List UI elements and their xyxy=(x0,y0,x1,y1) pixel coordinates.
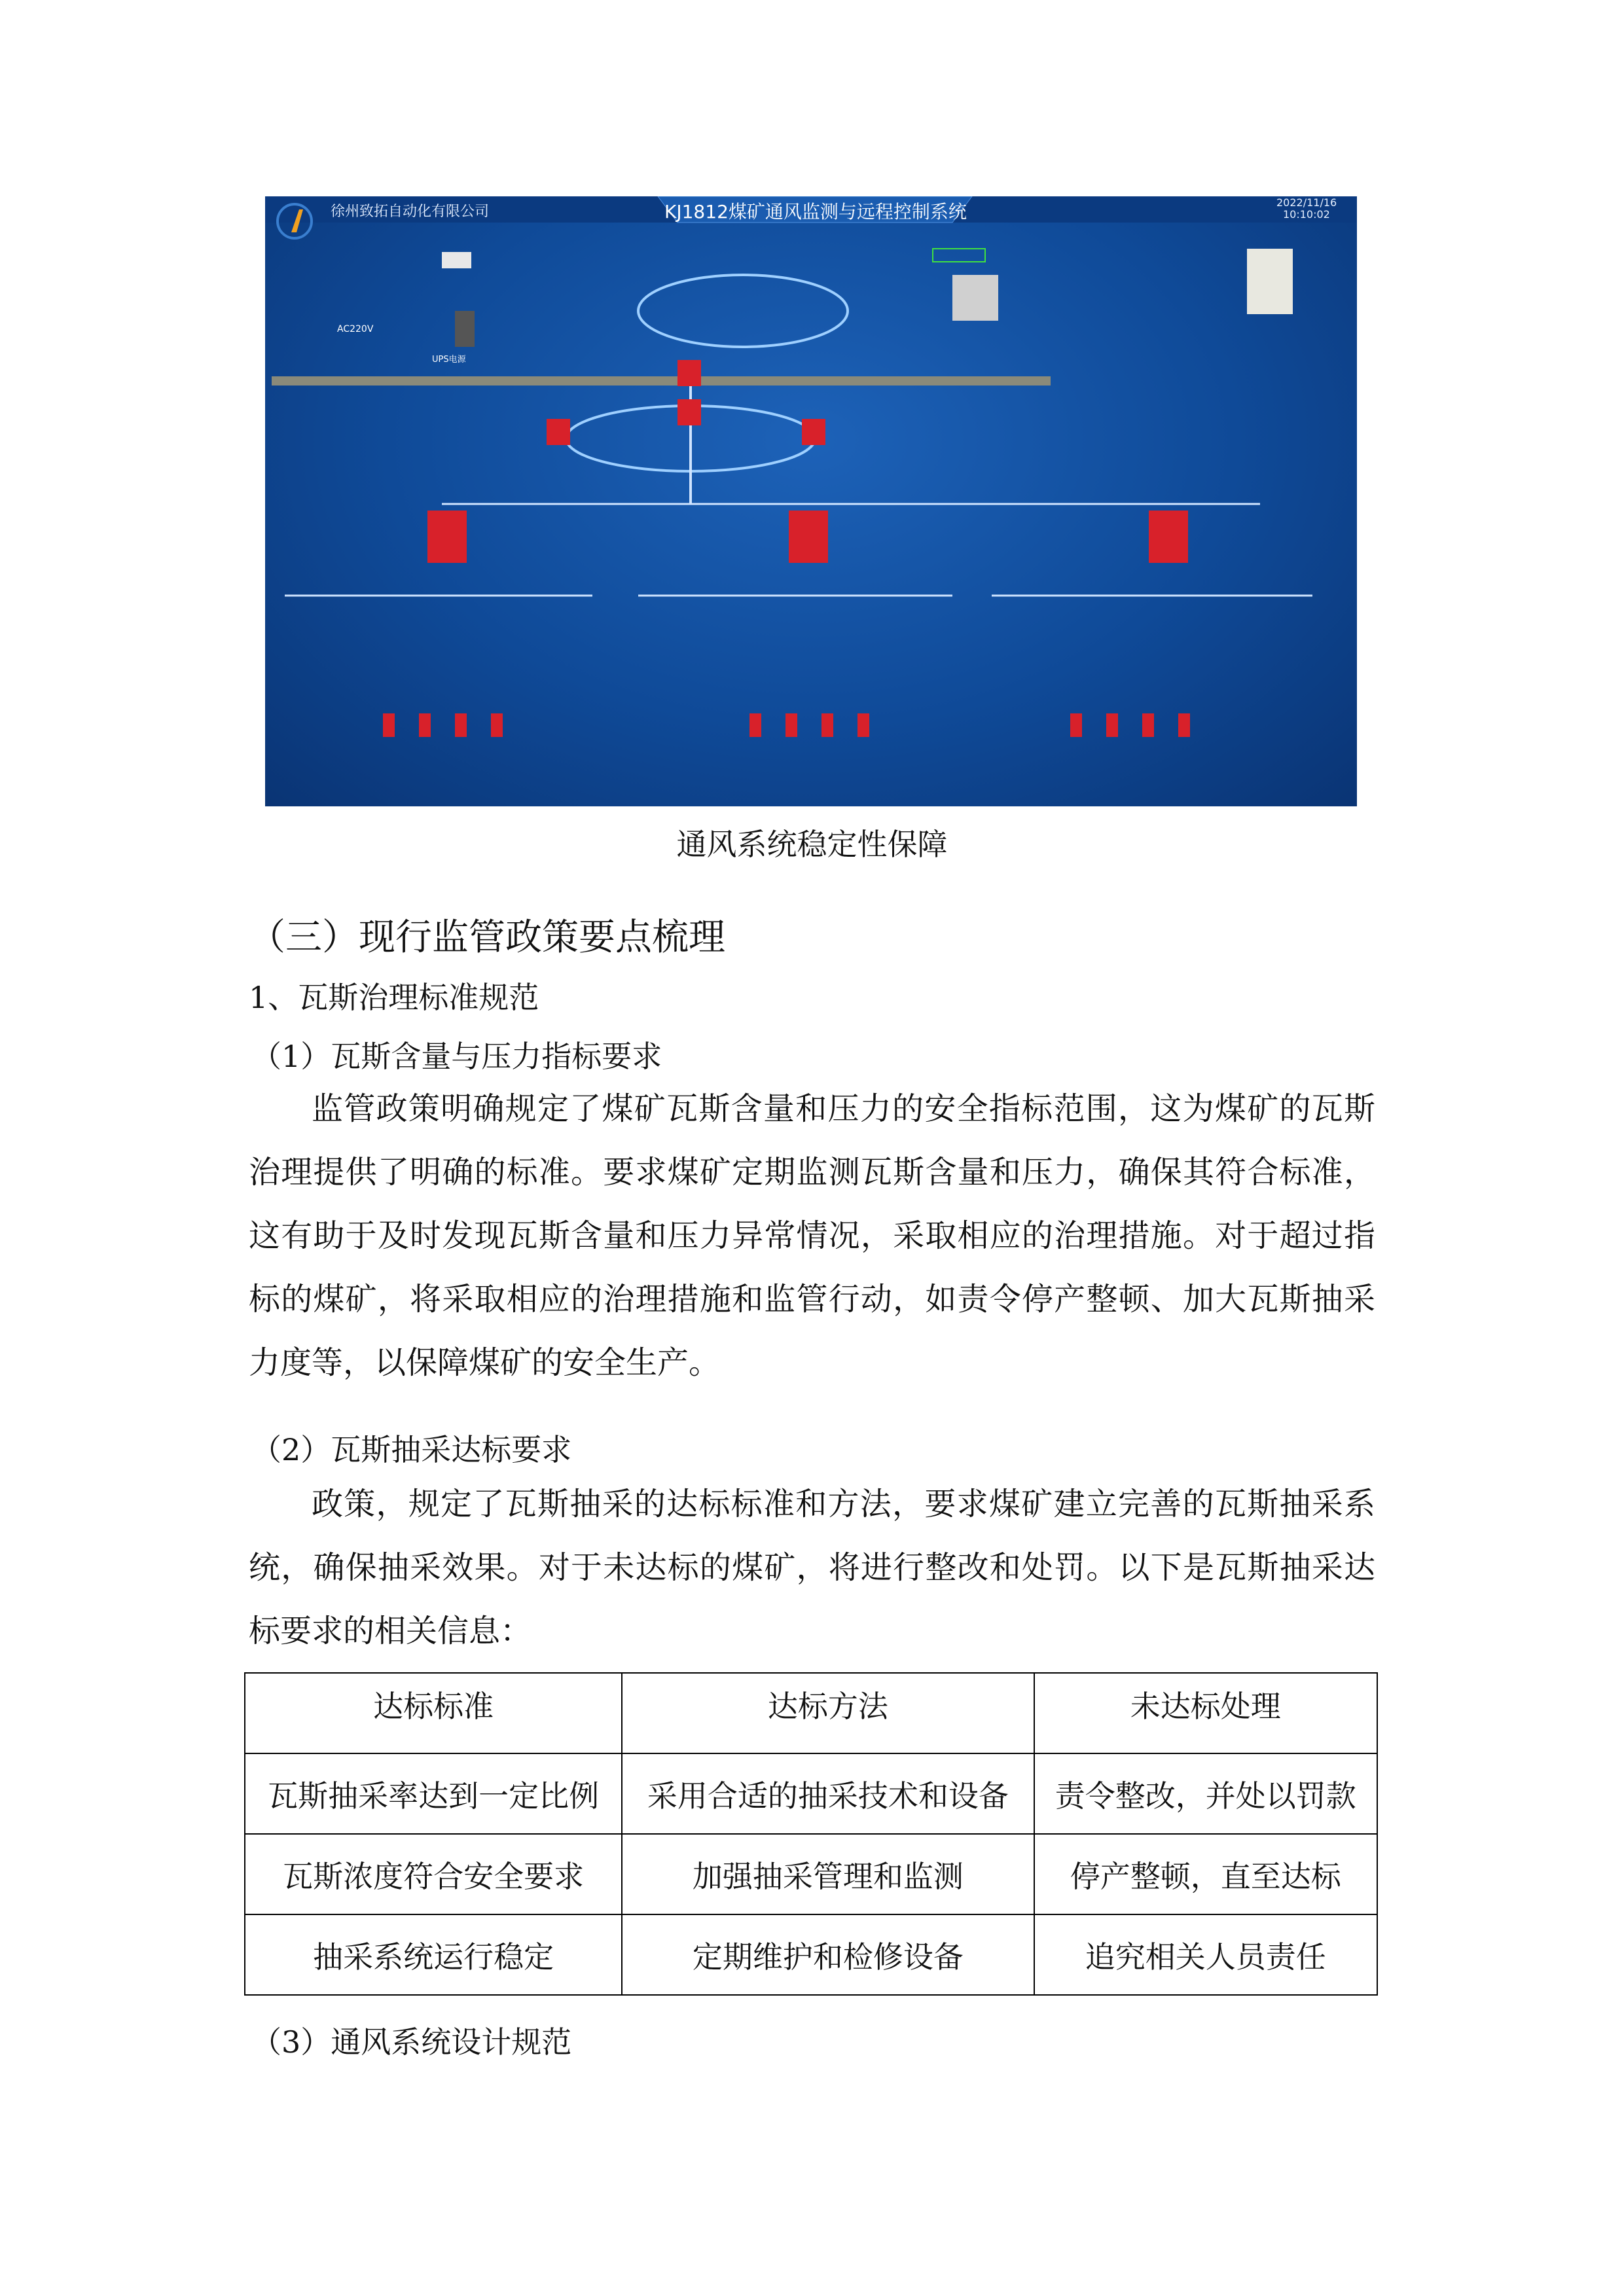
ups-label: UPS电源 xyxy=(432,355,466,365)
table-header-row xyxy=(245,1673,1377,1753)
gas-extraction-standards-table xyxy=(244,1672,1378,1996)
table-cell: 责令整改，并处以罚款 xyxy=(1034,1753,1377,1834)
network-diagram-graphic xyxy=(265,196,1357,806)
table-cell: 加强抽采管理和监测 xyxy=(622,1834,1034,1914)
table-cell: 定期维护和检修设备 xyxy=(622,1914,1034,1995)
item-2-heading: （2）瓦斯抽采达标要求 xyxy=(251,1432,572,1467)
table-cell: 瓦斯抽采率达到一定比例 xyxy=(245,1753,622,1834)
table-cell: 采用合适的抽采技术和设备 xyxy=(622,1753,1034,1834)
table-header: 达标方法 xyxy=(622,1673,1034,1753)
table-cell: 抽采系统运行稳定 xyxy=(245,1914,622,1995)
table-header: 未达标处理 xyxy=(1034,1673,1377,1753)
table-row xyxy=(245,1753,1377,1834)
table-cell: 停产整顿，直至达标 xyxy=(1034,1834,1377,1914)
table-header: 达标标准 xyxy=(245,1673,622,1753)
subsection-heading: 1、瓦斯治理标准规范 xyxy=(249,980,539,1015)
diagram-time: 10:10:02 xyxy=(1283,208,1330,221)
item-1-heading: （1）瓦斯含量与压力指标要求 xyxy=(251,1039,662,1074)
item-3-heading: （3）通风系统设计规范 xyxy=(251,2024,572,2060)
item-2-paragraph: 政策，规定了瓦斯抽采的达标标准和方法，要求煤矿建立完善的瓦斯抽采系统，确保抽采效果。对于未达标的煤矿，将进行整改和处罚。以下是瓦斯抽采达标要求的相关信息： xyxy=(249,1486,1375,1649)
table-cell: 追究相关人员责任 xyxy=(1034,1914,1377,1995)
figure-caption: 通风系统稳定性保障 xyxy=(676,827,948,862)
diagram-title: KJ1812煤矿通风监测与远程控制系统 xyxy=(664,201,967,223)
item-1-paragraph: 监管政策明确规定了煤矿瓦斯含量和压力的安全指标范围，这为煤矿的瓦斯治理提供了明确的标准。要求煤矿定期监测瓦斯含量和压力，确保其符合标准，这有助于及时发现瓦斯含量和压力异常情况，采取相应的治理措施。对于超过指标的煤矿，将采取相应的治理措施和监管行动，如责令停产整顿、加大瓦斯抽采力度等，以保障煤矿的安全生产。 xyxy=(249,1090,1375,1381)
diagram-date: 2022/11/16 xyxy=(1276,196,1337,209)
ac-label: AC220V xyxy=(337,324,374,334)
table-cell: 瓦斯浓度符合安全要求 xyxy=(245,1834,622,1914)
table-row xyxy=(245,1914,1377,1995)
company-name: 徐州致拓自动化有限公司 xyxy=(331,204,490,220)
section-heading: （三）现行监管政策要点梳理 xyxy=(249,916,725,959)
ventilation-system-diagram xyxy=(265,196,1357,806)
table-row xyxy=(245,1834,1377,1914)
